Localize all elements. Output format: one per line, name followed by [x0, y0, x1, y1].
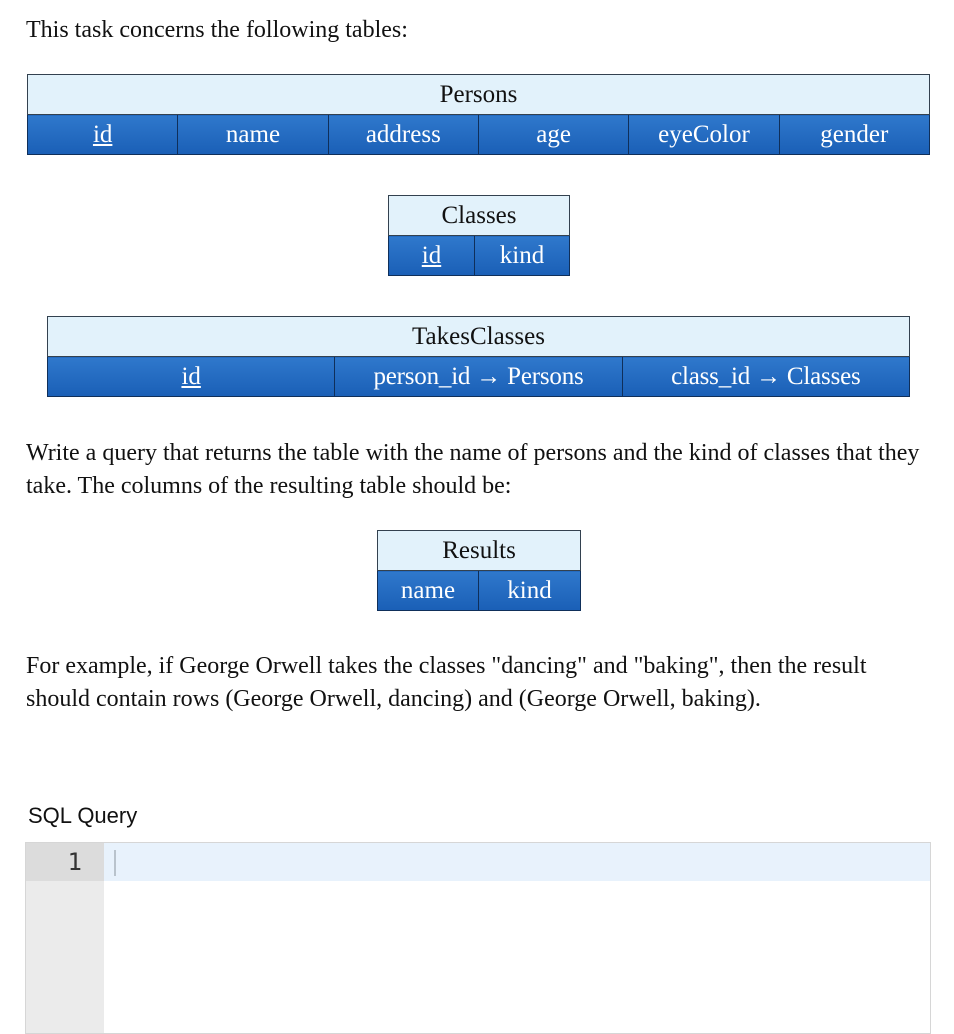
persons-column-address: address: [328, 115, 478, 155]
takesclasses-column-person-id: person_id → Persons: [335, 357, 622, 397]
takesclasses-table: [47, 316, 910, 397]
persons-table: [27, 74, 930, 155]
intro-text: This task concerns the following tables:: [26, 17, 408, 43]
persons-column-age: age: [478, 115, 628, 155]
results-column-name: name: [378, 571, 479, 611]
takesclasses-column-id: id: [48, 357, 335, 397]
classes-column-kind: kind: [475, 236, 570, 276]
persons-column-name: name: [178, 115, 328, 155]
persons-column-id: id: [28, 115, 178, 155]
active-line-highlight[interactable]: [104, 843, 930, 881]
takesclasses-table-title: TakesClasses: [48, 317, 910, 357]
sql-query-label: SQL Query: [28, 803, 138, 828]
classes-table: [388, 195, 570, 276]
classes-column-id: id: [389, 236, 475, 276]
classes-table-title: Classes: [389, 196, 570, 236]
persons-column-eyecolor: eyeColor: [629, 115, 779, 155]
results-table: [377, 530, 581, 611]
persons-table-title: Persons: [28, 75, 930, 115]
task-text: Write a query that returns the table with the name of persons and the kind of classes that they take. The columns of the resulting table should be:: [26, 440, 920, 499]
takesclasses-column-class-id: class_id → Classes: [622, 357, 909, 397]
results-table-title: Results: [378, 531, 581, 571]
persons-column-gender: gender: [779, 115, 929, 155]
example-text: For example, if George Orwell takes the classes "dancing" and "baking", then the result should contain rows (George Orwell, dancing) and (George Orwell, baking).: [26, 653, 867, 712]
line-number: 1: [26, 843, 104, 881]
sql-query-editor[interactable]: [25, 842, 931, 1034]
results-column-kind: kind: [479, 571, 581, 611]
text-cursor: [114, 850, 116, 876]
